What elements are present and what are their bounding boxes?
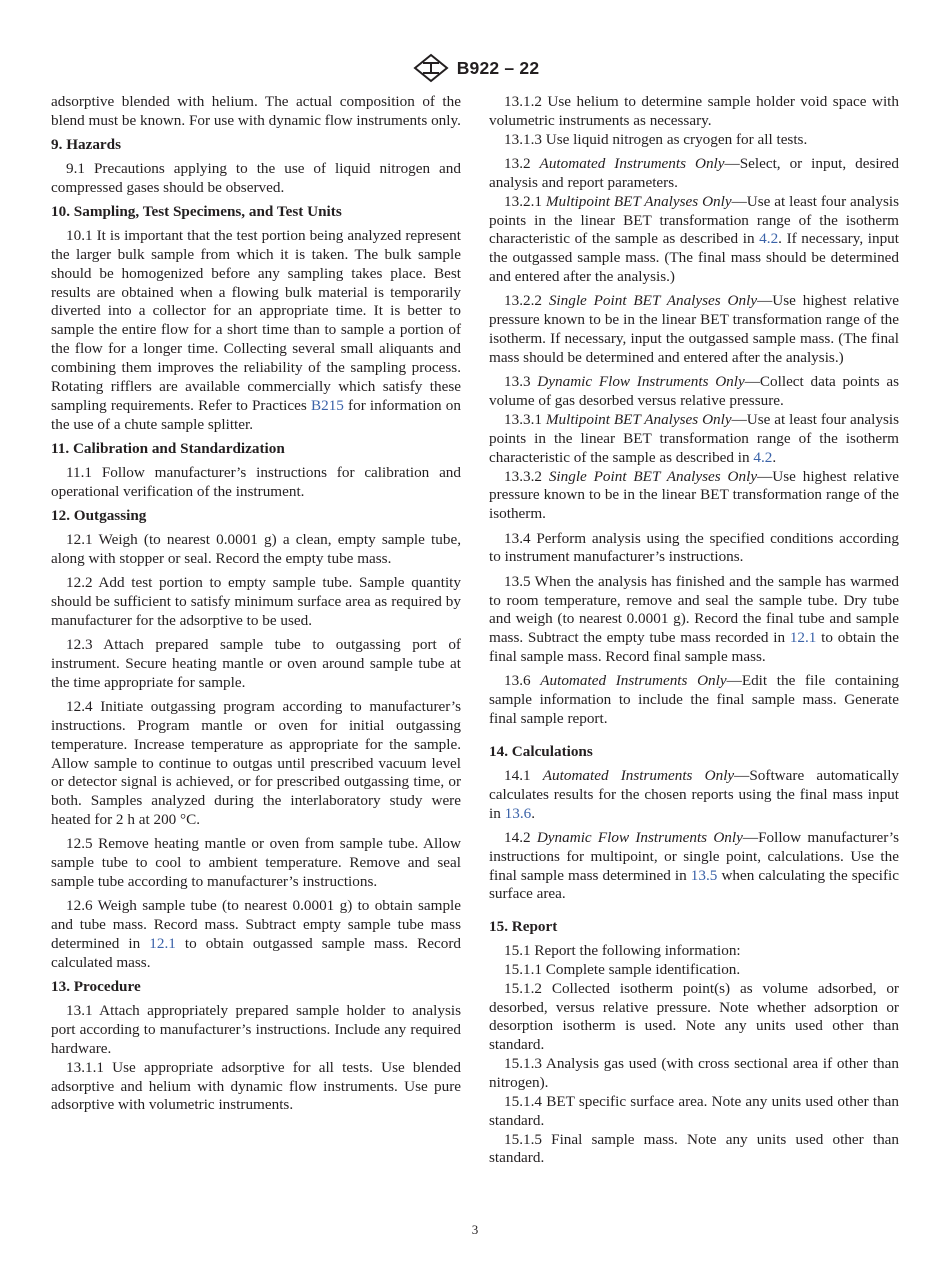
paragraph-12-3: 12.3 Attach prepared sample tube to outgassing port of instrument. Secure heating mantle or oven around sample tube at the time appropriate for sample. [51,635,461,691]
section-heading-10: 10. Sampling, Test Specimens, and Test Units [51,203,342,221]
page-number: 3 [471,1222,479,1237]
section-heading-11: 11. Calibration and Standardization [51,439,285,457]
paragraph-12-1: 12.1 Weigh (to nearest 0.0001 g) a clean, empty sample tube, along with stopper or seal. Record the empty tube mass. [51,530,461,567]
paragraph-11-1: 11.1 Follow manufacturer’s instructions for calibration and operational verification of the instrument. [51,463,461,500]
link-13-5[interactable]: 13.5 [690,866,718,884]
paragraph-14-1: 14.1 Automated Instruments Only—Software automatically calculates results for the chosen reports using the final mass input in 13.6. [489,766,900,822]
paragraph-13-2-1: 13.2.1 Multipoint BET Analyses Only—Use at least four analysis points in the linear BET transformation range of the isotherm characteristic of the sample as described in 4.2. If necessary, input the outgassed sample mass. (The final mass should be determined and entered after the analysis.) [489,192,899,286]
paragraph-12-6: 12.6 Weigh sample tube (to nearest 0.0001 g) to obtain sample and tube mass. Record mass. Subtract empty sample tube mass determined in 12.1 to obtain outgassed sample mass. Record calculated mass. [51,897,461,971]
paragraph-13-5: 13.5 When the analysis has finished and the sample has warmed to room temperature, remove and seal the sample tube. Dry tube and weigh (to nearest 0.0001 g). Record the final tube and sample mass. Subtract the empty tube mass recorded in 12.1 to obtain the final sample mass. Record final sample mass. [489,572,899,666]
paragraph-15-1-2: 15.1.2 Collected isotherm point(s) as volume adsorbed, or desorbed, versus relative pressure. Note whether adsorption or desorption isotherm is used. Note any units used other than standard. [489,979,899,1054]
paragraph-15-1-5: 15.1.5 Final sample mass. Note any units used other than standard. [489,1130,899,1167]
paragraph-13-2-2: 13.2.2 Single Point BET Analyses Only—Use highest relative pressure known to be in the linear BET transformation range of the isotherm. If necessary, input the outgassed sample mass. (The final mass should be determined and entered after the analysis.) [489,292,899,366]
paragraph-13-1-3: 13.1.3 Use liquid nitrogen as cryogen for all tests. [504,130,808,148]
paragraph-15-1-3: 15.1.3 Analysis gas used (with cross sectional area if other than nitrogen). [489,1055,899,1091]
document-designation: B922 – 22 [456,57,540,78]
link-b215[interactable]: B215 [310,396,344,414]
paragraph-15-1: 15.1 Report the following information: [504,942,741,960]
paragraph-12-5: 12.5 Remove heating mantle or oven from sample tube. Allow sample tube to cool to ambient temperature. Remove and seal sample tube according to manufacturer’s instructions. [51,835,461,891]
section-heading-9: 9. Hazards [51,136,122,154]
continued-paragraph: adsorptive blended with helium. The actual composition of the blend must be known. For use with dynamic flow instruments only. [51,93,461,129]
paragraph-13-3: 13.3 Dynamic Flow Instruments Only—Collect data points as volume of gas desorbed versus relative pressure. [489,373,899,410]
paragraph-12-4: 12.4 Initiate outgassing program according to manufacturer’s instructions. Program mantle or oven for initial outgassing temperature. Increase temperature as appropriate for the sample. Allow sample to continue to outgas until prescribed vacuum level or detector signal is achieved, or for prescribed outgassing time, or both. Samples analyzed during the interlaboratory study were heated for 2 h at 200 °C. [51,697,461,829]
page-header [0,53,950,83]
right-column [489,93,899,1168]
paragraph-10-1: 10.1 It is important that the test portion being analyzed represent the larger bulk sample from which it is taken. The bulk sample should be homogenized before any sampling takes place. Best results are obtained when a flowing bulk material is temporarily diverted into a collector for an appropriate time. It is better to sample the entire flow for a short time than to sample a portion of the flow for a longer time. Collecting several small aliquants and combining them improves the reliability of the sampling process. Rotating rifflers are available commercially which satisfy these sampling requirements. Refer to Practices B215 for information on the use of a chute sample splitter. [51,227,461,433]
link-4-2[interactable]: 4.2 [759,230,779,248]
paragraph-13-3-1: 13.3.1 Multipoint BET Analyses Only—Use at least four analysis points in the linear BET transformation range of the isotherm characteristic of the sample as described in 4.2. [489,411,899,466]
link-12-1[interactable]: 12.1 [789,629,817,647]
link-12-1[interactable]: 12.1 [149,935,176,953]
paragraph-14-2: 14.2 Dynamic Flow Instruments Only—Follow manufacturer’s instructions for multipoint, or single point, calculations. Use the final sample mass determined in 13.5 when calculating the specific surface area. [489,828,899,903]
section-heading-12: 12. Outgassing [51,506,147,524]
link-13-6[interactable]: 13.6 [504,804,532,822]
paragraph-13-1-2: 13.1.2 Use helium to determine sample holder void space with volumetric instruments as necessary. [489,93,899,129]
astm-logo-icon [411,53,451,83]
paragraph-12-2: 12.2 Add test portion to empty sample tube. Sample quantity should be sufficient to satisfy minimum surface area as required by manufacturer for the adsorptive to be used. [51,573,461,629]
left-column [51,93,461,1115]
paragraph-13-6: 13.6 Automated Instruments Only—Edit the file containing sample information to include the final sample mass. Generate final sample report. [489,672,900,728]
paragraph-13-1: 13.1 Attach appropriately prepared sample holder to analysis port according to manufacturer’s instructions. Include any required hardware. [51,1002,461,1057]
paragraph-13-4: 13.4 Perform analysis using the specified conditions according to instrument manufacturer’s instructions. [489,529,899,566]
paragraph-13-2: 13.2 Automated Instruments Only—Select, or input, desired analysis and report parameters. [489,155,900,191]
paragraph-15-1-4: 15.1.4 BET specific surface area. Note any units used other than standard. [489,1092,899,1129]
paragraph-13-1-1: 13.1.1 Use appropriate adsorptive for all tests. Use blended adsorptive and helium with dynamic flow instruments. Use pure adsorptive with volumetric instruments. [51,1058,461,1114]
paragraph-15-1-1: 15.1.1 Complete sample identification. [504,960,741,978]
section-heading-14: 14. Calculations [489,743,593,760]
section-heading-15: 15. Report [489,918,558,936]
paragraph-13-3-2: 13.3.2 Single Point BET Analyses Only—Use highest relative pressure known to be in the linear BET transformation range of the isotherm. [489,467,899,523]
link-4-2[interactable]: 4.2 [753,448,773,466]
paragraph-9-1: 9.1 Precautions applying to the use of liquid nitrogen and compressed gases should be observed. [51,160,461,196]
section-heading-13: 13. Procedure [51,978,141,996]
